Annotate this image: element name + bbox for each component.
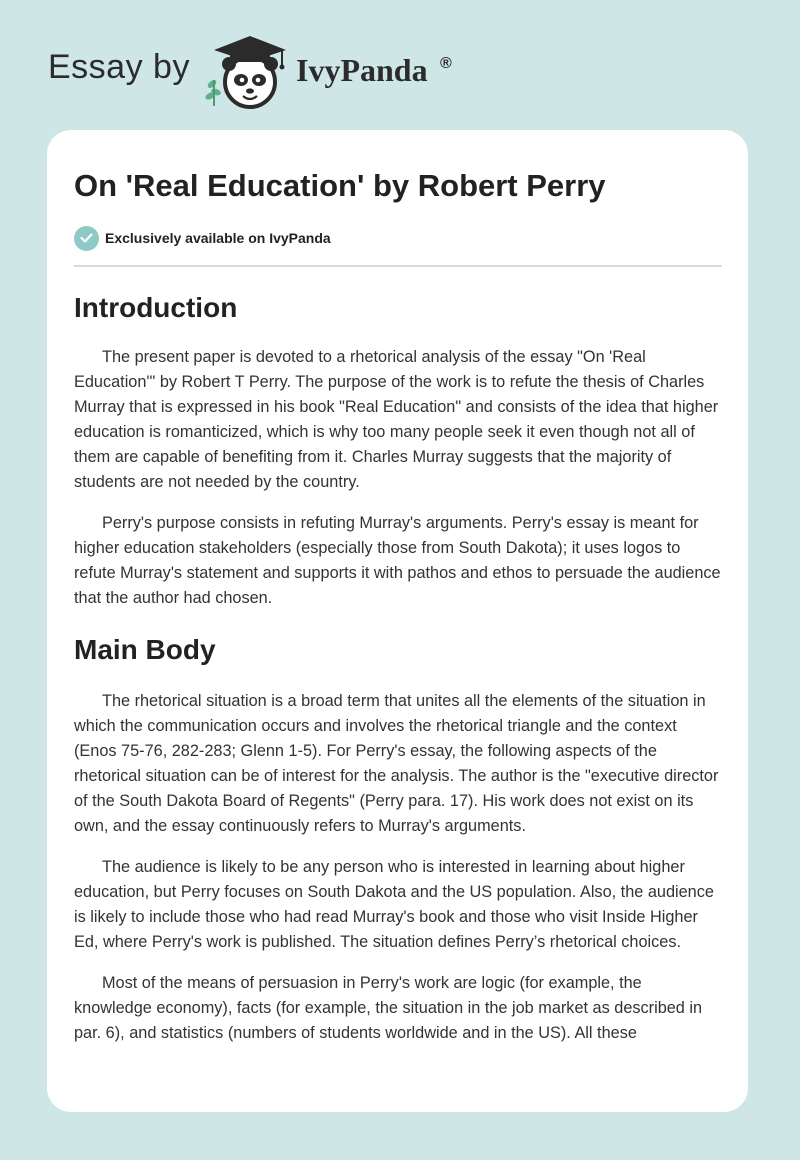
brand-name: IvyPanda — [296, 52, 428, 88]
page-title: On 'Real Education' by Robert Perry — [74, 168, 606, 203]
paragraph: The present paper is devoted to a rhetorical analysis of the essay "On 'Real Education'" by Robert T Perry. The purpose of the work is to refute the thesis of Charles Murray that is expressed in his book "Real Education" and consists of the idea that higher education is romanticized, which is why too many people seek it even though not all of them are capable of benefiting from it. Charles Murray suggests that the majority of students are not needed by the country. — [74, 348, 719, 491]
divider — [74, 265, 722, 267]
site-header — [0, 0, 800, 130]
registered-mark: ® — [440, 55, 452, 72]
panda-logo-icon[interactable] — [198, 34, 292, 112]
exclusive-label: Exclusively available on IvyPanda — [105, 230, 331, 246]
paragraph: The rhetorical situation is a broad term that unites all the elements of the situation in which the communication occurs and involves the rhetorical triangle and the context (Enos 75-76, 282-283; Glenn 1-5). For Perry's essay, the following aspects of the rhetorical situation can be of interest for the analysis. The author is the "executive director of the South Dakota Board of Regents" (Perry para. 17). His work does not exist on its own, and the essay continuously refers to Murray's arguments. — [74, 692, 719, 835]
essay-by-label: Essay by — [48, 48, 190, 86]
exclusive-badge — [74, 225, 722, 251]
paragraph: The audience is likely to be any person who is interested in learning about higher education, but Perry focuses on South Dakota and the US population. Also, the audience is likely to include those who had read Murray's book and those who visit Inside Higher Ed, where Perry's work is published. The situation defines Perry’s rhetorical choices. — [74, 858, 714, 951]
section-heading-introduction: Introduction — [74, 292, 238, 323]
paragraph: Most of the means of persuasion in Perry's work are logic (for example, the knowledge economy), facts (for example, the situation in the job market as described in par. 6), and statistics (numbers of students worldwide and in the US). All these — [74, 974, 703, 1042]
paragraph: Perry's purpose consists in refuting Murray's arguments. Perry's essay is meant for higher education stakeholders (especially those from South Dakota); it uses logos to refute Murray's statement and supports it with pathos and ethos to persuade the audience that the author had chosen. — [74, 514, 721, 607]
check-circle-icon — [74, 226, 99, 251]
essay-card — [47, 130, 748, 1112]
section-heading-main-body: Main Body — [74, 634, 216, 665]
